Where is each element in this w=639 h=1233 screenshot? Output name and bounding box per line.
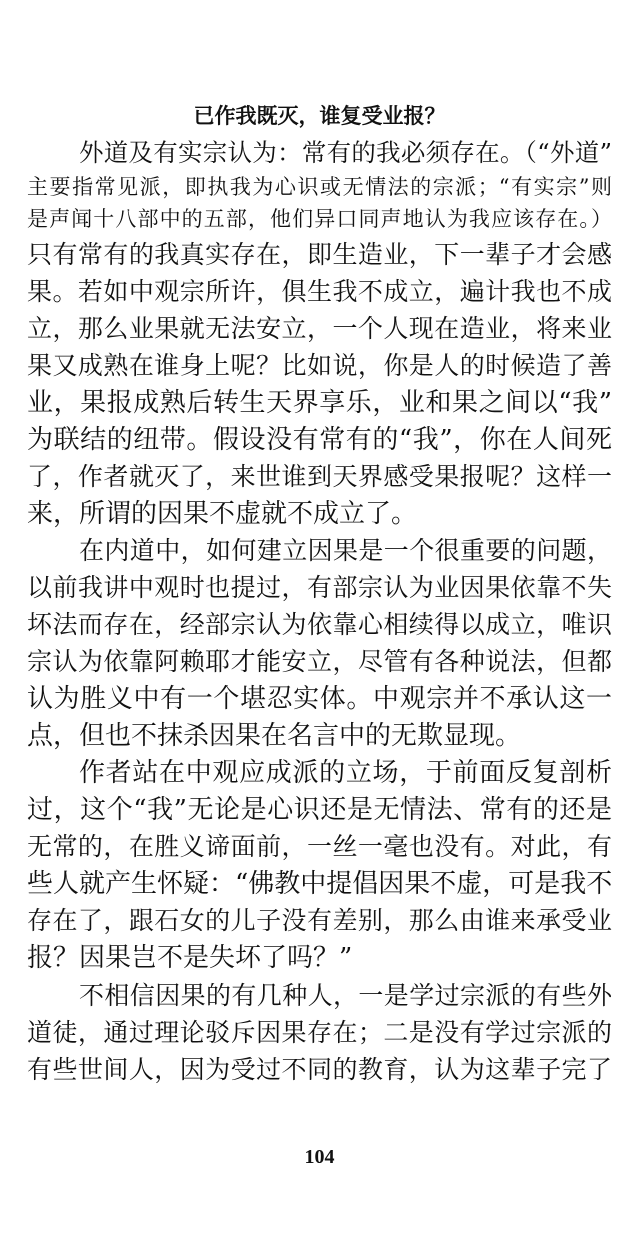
page-number: 104 xyxy=(304,1146,335,1168)
text-line: 不相信因果的有几种人，一是学过宗派的有些外 xyxy=(79,981,612,1010)
text-line: 宗认为依靠阿赖耶才能安立，尽管有各种说法，但都 xyxy=(27,647,612,676)
text-line: 为联结的纽带。假设没有常有的“我”，你在人间死 xyxy=(27,425,612,455)
text-line: 有些世间人，因为受过不同的教育，认为这辈子完了 xyxy=(27,1055,612,1084)
text-line: 报？因果岂不是失坏了吗？” xyxy=(27,943,353,973)
text-line: 是声闻十八部中的五部，他们异口同声地认为我应该存在。） xyxy=(27,207,612,231)
text-line: 些人就产生怀疑：“佛教中提倡因果不虚，可是我不 xyxy=(27,869,613,899)
text-line: 道徒，通过理论驳斥因果存在；二是没有学过宗派的 xyxy=(27,1018,612,1047)
text-line: 果又成熟在谁身上呢？比如说，你是人的时候造了善 xyxy=(27,351,612,380)
text-line: 外道及有实宗认为：常有的我必须存在。（“外道” xyxy=(79,138,612,167)
text-line: 来，所谓的因果不虚就不成立了。 xyxy=(27,499,418,529)
text-line: 业，果报成熟后转生天界享乐，业和果之间以“我” xyxy=(27,388,612,418)
section-heading: 已作我既灭，谁复受业报？ xyxy=(193,104,446,128)
text-line: 果。若如中观宗所许，俱生我不成立，遍计我也不成 xyxy=(27,277,612,306)
text-line: 无常的，在胜义谛面前，一丝一毫也没有。对此，有 xyxy=(27,832,612,861)
text-line: 在内道中，如何建立因果是一个很重要的问题， xyxy=(79,536,612,565)
text-line: 点，但也不抹杀因果在名言中的无欺显现。 xyxy=(27,721,522,751)
text-line: 了，作者就灭了，来世谁到天界感受果报呢？这样一 xyxy=(27,462,612,491)
text-line: 坏法而存在，经部宗认为依靠心相续得以成立，唯识 xyxy=(27,610,612,639)
text-line: 认为胜义中有一个堪忍实体。中观宗并不承认这一 xyxy=(27,684,612,714)
text-line: 只有常有的我真实存在，即生造业，下一辈子才会感 xyxy=(27,240,612,269)
text-line: 以前我讲中观时也提过，有部宗认为业因果依靠不失 xyxy=(27,573,612,602)
text-line: 主要指常见派，即执我为心识或无情法的宗派；“有实宗”则 xyxy=(27,175,612,199)
text-line: 过，这个“我”无论是心识还是无情法、常有的还是 xyxy=(27,795,612,825)
text-line: 立，那么业果就无法安立，一个人现在造业，将来业 xyxy=(27,314,612,343)
text-line: 存在了，跟石女的儿子没有差别，那么由谁来承受业 xyxy=(27,906,612,935)
text-line: 作者站在中观应成派的立场，于前面反复剖析 xyxy=(79,758,612,788)
